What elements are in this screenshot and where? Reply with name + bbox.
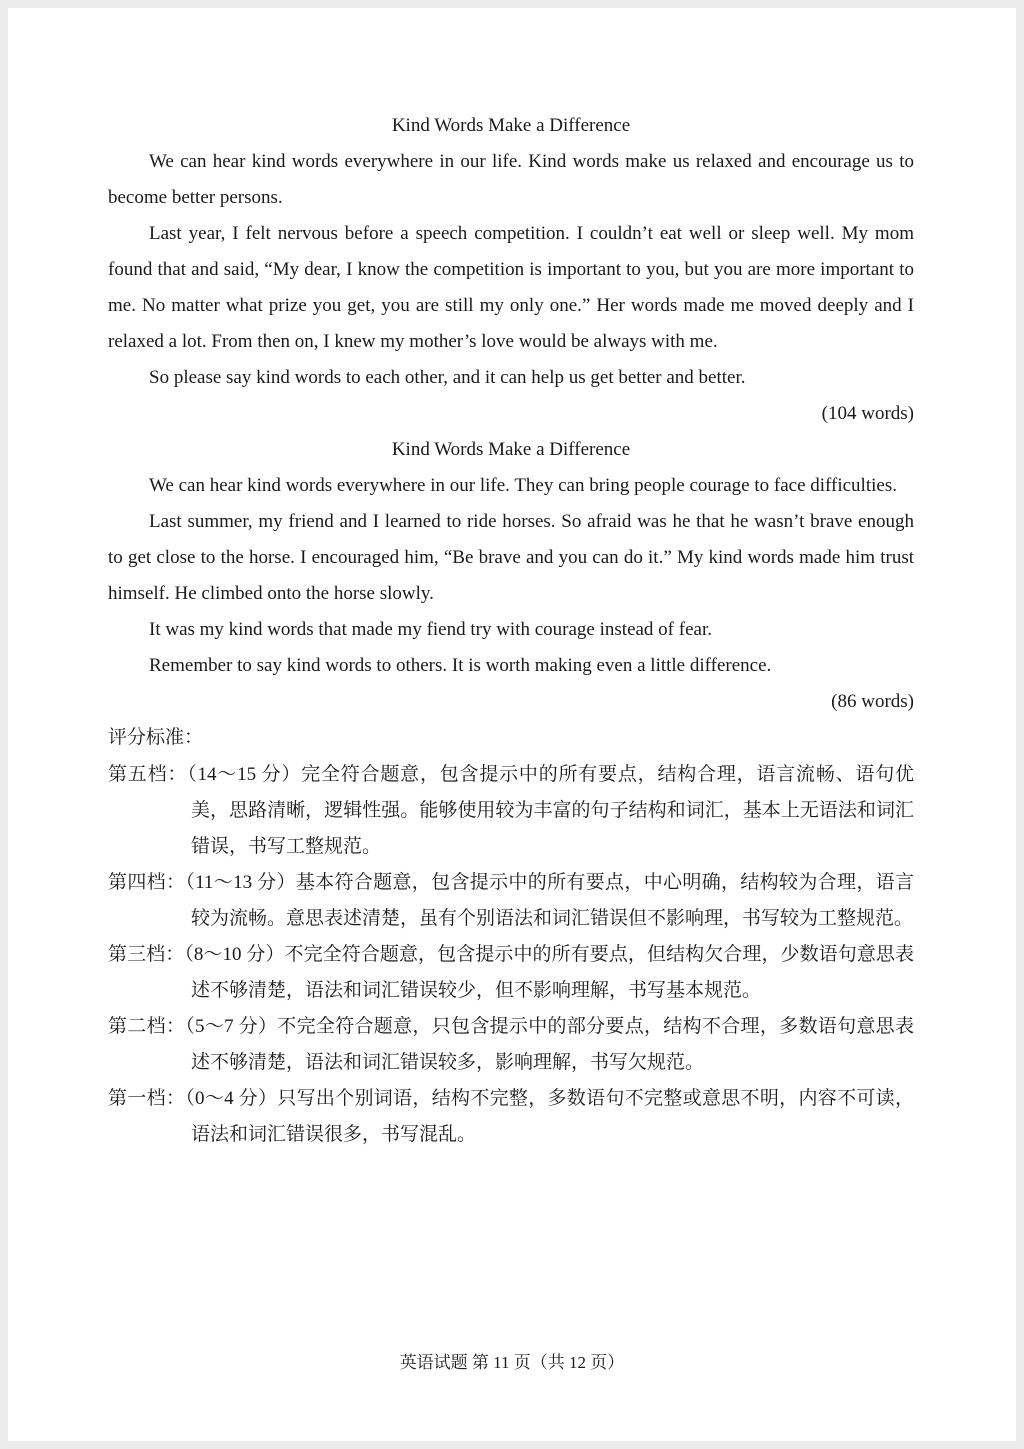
rubric-level-label: 第五档： — [108, 764, 188, 785]
essay-1-word-count: (104 words) — [821, 403, 914, 424]
document-page — [8, 8, 1016, 1441]
rubric-level-4 — [108, 865, 914, 937]
essay-1-paragraph-3: So please say kind words to each other, and it can help us get better and better. — [149, 367, 746, 388]
page-content — [108, 108, 914, 1153]
page-footer: 英语试题 第 11 页（共 12 页） — [399, 1353, 625, 1372]
essay-2-title: Kind Words Make a Difference — [391, 439, 631, 460]
essay-1-paragraph-2: Last year, I felt nervous before a speech competition. I couldn’t eat well or sleep well. My mom found that and said, “My dear, I know the competition is important to you, but you are more important to me. No matter what prize you get, you are still my only one.” Her words made me moved deeply and I relaxed a lot. From then on, I knew my mother’s love would be always with me. — [108, 223, 914, 352]
rubric-level-label: 第二档： — [108, 1016, 186, 1037]
essay-2-paragraph-4: Remember to say kind words to others. It is worth making even a little difference. — [149, 655, 772, 676]
rubric-level-1 — [108, 1081, 914, 1153]
rubric-level-label: 第四档： — [108, 872, 186, 893]
essay-2-paragraph-2: Last summer, my friend and I learned to ride horses. So afraid was he that he wasn’t brave enough to get close to the horse. I encouraged him, “Be brave and you can do it.” My kind words made him trust himself. He climbed onto the horse slowly. — [108, 511, 914, 604]
rubric-level-text: （11～13 分）基本符合题意，包含提示中的所有要点，中心明确，结构较为合理，语言较为流畅。意思表述清楚，虽有个别语法和词汇错误但不影响理，书写较为工整规范。 — [185, 872, 914, 929]
rubric-level-5 — [108, 757, 914, 865]
rubric-level-text: （8～10 分）不完全符合题意，包含提示中的所有要点，但结构欠合理，少数语句意思表述不够清楚，语法和词汇错误较少，但不影响理解，书写基本规范。 — [184, 944, 914, 1001]
essay-1-paragraph-1: We can hear kind words everywhere in our life. Kind words make us relaxed and encourage us to become better persons. — [108, 151, 914, 208]
rubric-level-text: （5～7 分）不完全符合题意，只包含提示中的部分要点，结构不合理，多数语句意思表述不够清楚，语法和词汇错误较多，影响理解，书写欠规范。 — [185, 1016, 914, 1073]
rubric-level-2 — [108, 1009, 914, 1081]
essay-1-title: Kind Words Make a Difference — [391, 115, 631, 136]
essay-2-paragraph-1: We can hear kind words everywhere in our life. They can bring people courage to face difficulties. — [149, 475, 897, 496]
rubric-level-text: （0～4 分）只写出个别词语，结构不完整，多数语句不完整或意思不明，内容不可读，语法和词汇错误很多，书写混乱。 — [185, 1088, 914, 1145]
essay-2-word-count: (86 words) — [831, 691, 914, 712]
rubric-level-text: （14～15 分）完全符合题意，包含提示中的所有要点，结构合理，语言流畅、语句优美，思路清晰，逻辑性强。能够使用较为丰富的句子结构和词汇，基本上无语法和词汇错误，书写工整规范。 — [187, 764, 914, 857]
rubric-level-label: 第三档： — [108, 944, 185, 965]
rubric-level-label: 第一档： — [108, 1088, 186, 1109]
rubric-level-3 — [108, 937, 914, 1009]
rubric-heading: 评分标准： — [108, 727, 204, 748]
essay-2-paragraph-3: It was my kind words that made my fiend try with courage instead of fear. — [149, 619, 712, 640]
